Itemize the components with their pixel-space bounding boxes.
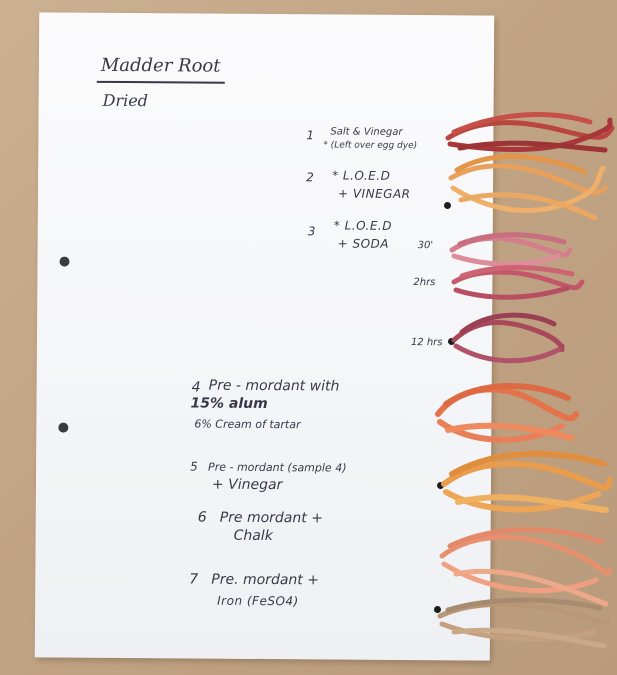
sample-6-number: 6 bbox=[197, 509, 207, 526]
binder-hole-top bbox=[59, 257, 69, 267]
sample-1-number: 1 bbox=[306, 128, 315, 143]
sample-5-number: 5 bbox=[190, 459, 199, 474]
sample-2-number: 2 bbox=[306, 170, 315, 185]
sample-6-line2: Chalk bbox=[233, 527, 273, 545]
page-title: Madder Root bbox=[100, 54, 221, 77]
sample-3-number: 3 bbox=[307, 224, 316, 239]
sample-7-line2: Iron (FeSO4) bbox=[217, 593, 299, 609]
yarn-sample-2 bbox=[445, 148, 615, 228]
binder-hole-bottom bbox=[58, 423, 68, 433]
time-label-30min: 30' bbox=[417, 240, 434, 252]
sample-4-line1: Pre - mordant with bbox=[208, 377, 340, 395]
sample-7-number: 7 bbox=[189, 571, 199, 588]
sample-1-line1: Salt & Vinegar bbox=[330, 126, 403, 138]
sample-4-line2: 15% alum bbox=[190, 395, 268, 413]
yarn-sample-7 bbox=[438, 444, 616, 524]
sample-4-line3: 6% Cream of tartar bbox=[194, 417, 301, 432]
sample-2-line1: * L.O.E.D bbox=[332, 168, 391, 183]
sample-3-line2: + SODA bbox=[337, 236, 390, 251]
yarn-sample-5 bbox=[450, 306, 570, 370]
yarn-sample-9 bbox=[434, 596, 614, 656]
time-label-12hrs: 12 hrs bbox=[410, 337, 443, 349]
sample-6-line1: Pre mordant + bbox=[219, 509, 324, 527]
paper-sheet bbox=[35, 12, 494, 660]
sample-5-line1: Pre - mordant (sample 4) bbox=[208, 460, 347, 475]
yarn-sample-6 bbox=[432, 374, 582, 450]
sample-3-line1: * L.O.E.D bbox=[333, 218, 393, 233]
sample-5-line2: + Vinegar bbox=[211, 476, 283, 494]
sample-2-line2: + VINEGAR bbox=[337, 186, 411, 202]
time-label-2hrs: 2hrs bbox=[413, 277, 436, 289]
sample-1-line2: * (Left over egg dye) bbox=[323, 140, 418, 152]
title-underline bbox=[97, 81, 225, 83]
sample-7-line1: Pre. mordant + bbox=[211, 571, 320, 589]
sample-4-number: 4 bbox=[191, 379, 201, 396]
page-subtitle: Dried bbox=[102, 90, 149, 111]
yarn-sample-4 bbox=[448, 264, 588, 304]
